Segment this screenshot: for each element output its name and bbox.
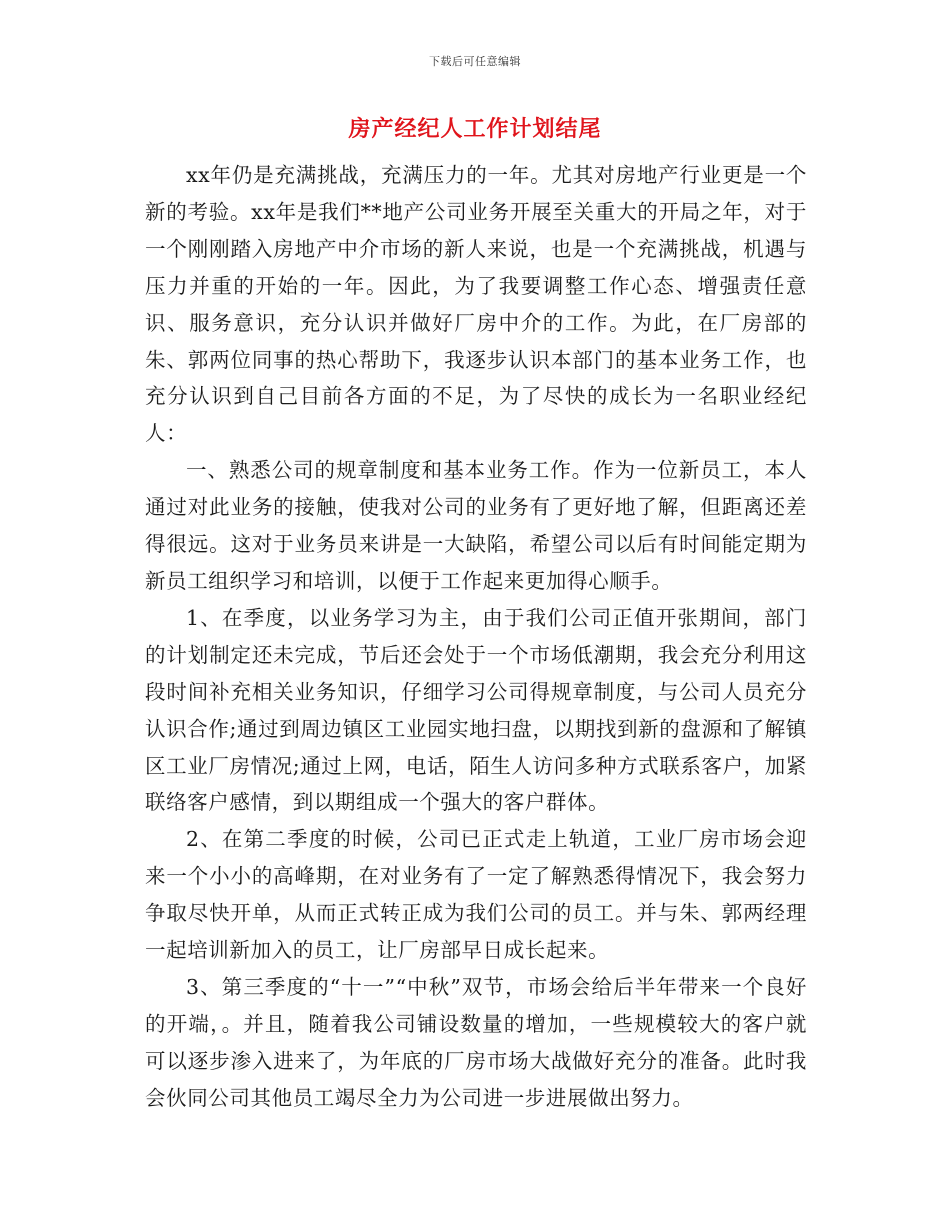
paragraph-item-1: 1、在季度，以业务学习为主，由于我们公司正值开张期间，部门的计划制定还未完成，节后还会处于一个市场低潮期，我会充分利用这段时间补充相关业务知识，仔细学习公司得规章制度，与公司人员充分认识合作;通过到周边镇区工业园实地扫盘，以期找到新的盘源和了解镇区工业厂房情况;通过上网，电话，陌生人访问多种方式联系客户，加紧联络客户感情，到以期组成一个强大的客户群体。 [145, 605, 807, 815]
document-title: 房产经纪人工作计划结尾 [348, 116, 602, 142]
header-note: 下载后可任意编辑 [429, 55, 521, 68]
paragraph-intro: xx年仍是充满挑战，充满压力的一年。尤其对房地产行业更是一个新的考验。xx年是我们**地产公司业务开展至关重大的开局之年，对于一个刚刚踏入房地产中介市场的新人来说，也是一个充满挑战，机遇与压力并重的开始的一年。因此，为了我要调整工作心态、增强责任意识、服务意识，充分认识并做好厂房中介的工作。为此，在厂房部的朱、郭两位同事的热心帮助下，我逐步认识本部门的基本业务工作，也充分认识到自己目前各方面的不足，为了尽快的成长为一名职业经纪人： [145, 163, 807, 446]
paragraph-item-3: 3、第三季度的“十一”“中秋”双节，市场会给后半年带来一个良好的开端，。并且，随着我公司铺设数量的增加，一些规模较大的客户就可以逐步渗入进来了，为年底的厂房市场大战做好充分的准备。此时我会伙同公司其他员工竭尽全力为公司进一步进展做出努力。 [145, 974, 807, 1110]
document-body [145, 157, 807, 1117]
paragraph-item-2: 2、在第二季度的时候，公司已正式走上轨道，工业厂房市场会迎来一个小小的高峰期，在对业务有了一定了解熟悉得情况下，我会努力争取尽快开单，从而正式转正成为我们公司的员工。并与朱、郭两经理一起培训新加入的员工，让厂房部早日成长起来。 [145, 827, 807, 963]
paragraph-section-1: 一、熟悉公司的规章制度和基本业务工作。作为一位新员工，本人通过对此业务的接触，使我对公司的业务有了更好地了解，但距离还差得很远。这对于业务员来讲是一大缺陷，希望公司以后有时间能定期为新员工组织学习和培训，以便于工作起来更加得心顺手。 [145, 458, 807, 593]
